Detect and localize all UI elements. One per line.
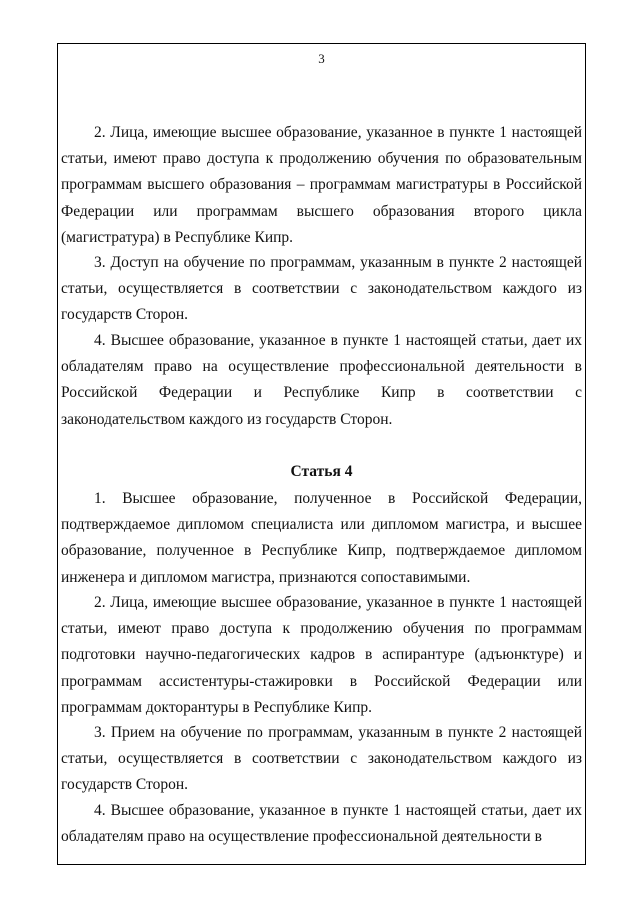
paragraph-admission-procedure: 3. Доступ на обучение по программам, указанным в пункте 2 настоящей статьи, осуществляется в соответствии с законодательством каждого из государств Сторон. [61, 254, 582, 324]
paragraph-professional-rights: 4. Высшее образование, указанное в пункте 1 настоящей статьи, дает их обладателям право на осуществление профессиональной деятельности в Российской Федерации и Республике Кипр в соответствии с законодательством каждого из государств Сторон. [61, 332, 582, 428]
paragraph-professional-rights-continued: 4. Высшее образование, указанное в пункте 1 настоящей статьи, дает их обладателям право на осуществление профессиональной деятельности в [61, 802, 582, 846]
paragraph-access-masters: 2. Лица, имеющие высшее образование, указанное в пункте 1 настоящей статьи, имеют право доступа к продолжению обучения по образовательным программам высшего образования – программам магистратуры в Российской Федерации или программам высшего образования второго цикла (магистратура) в Республике Кипр. [61, 124, 582, 246]
paragraph-admission-postgraduate: 3. Прием на обучение по программам, указанным в пункте 2 настоящей статьи, осуществляется в соответствии с законодательством каждого из государств Сторон. [61, 724, 582, 794]
document-page [57, 43, 586, 865]
article-heading: Статья 4 [290, 463, 353, 480]
paragraph-access-postgraduate: 2. Лица, имеющие высшее образование, указанное в пункте 1 настоящей статьи, имеют право доступа к продолжению обучения по программам подготовки научно-педагогических кадров в аспирантуре (адъюнктуре) и программам ассистентуры-стажировки в Российской Федерации или программам докторантуры в Республике Кипр. [61, 594, 582, 716]
paragraph-comparability: 1. Высшее образование, полученное в Российской Федерации, подтверждаемое дипломом специалиста или дипломом магистра, и высшее образование, полученное в Республике Кипр, подтверждаемое дипломом инженера и дипломом магистра, признаются сопоставимыми. [61, 490, 582, 586]
page-number: 3 [318, 51, 325, 66]
